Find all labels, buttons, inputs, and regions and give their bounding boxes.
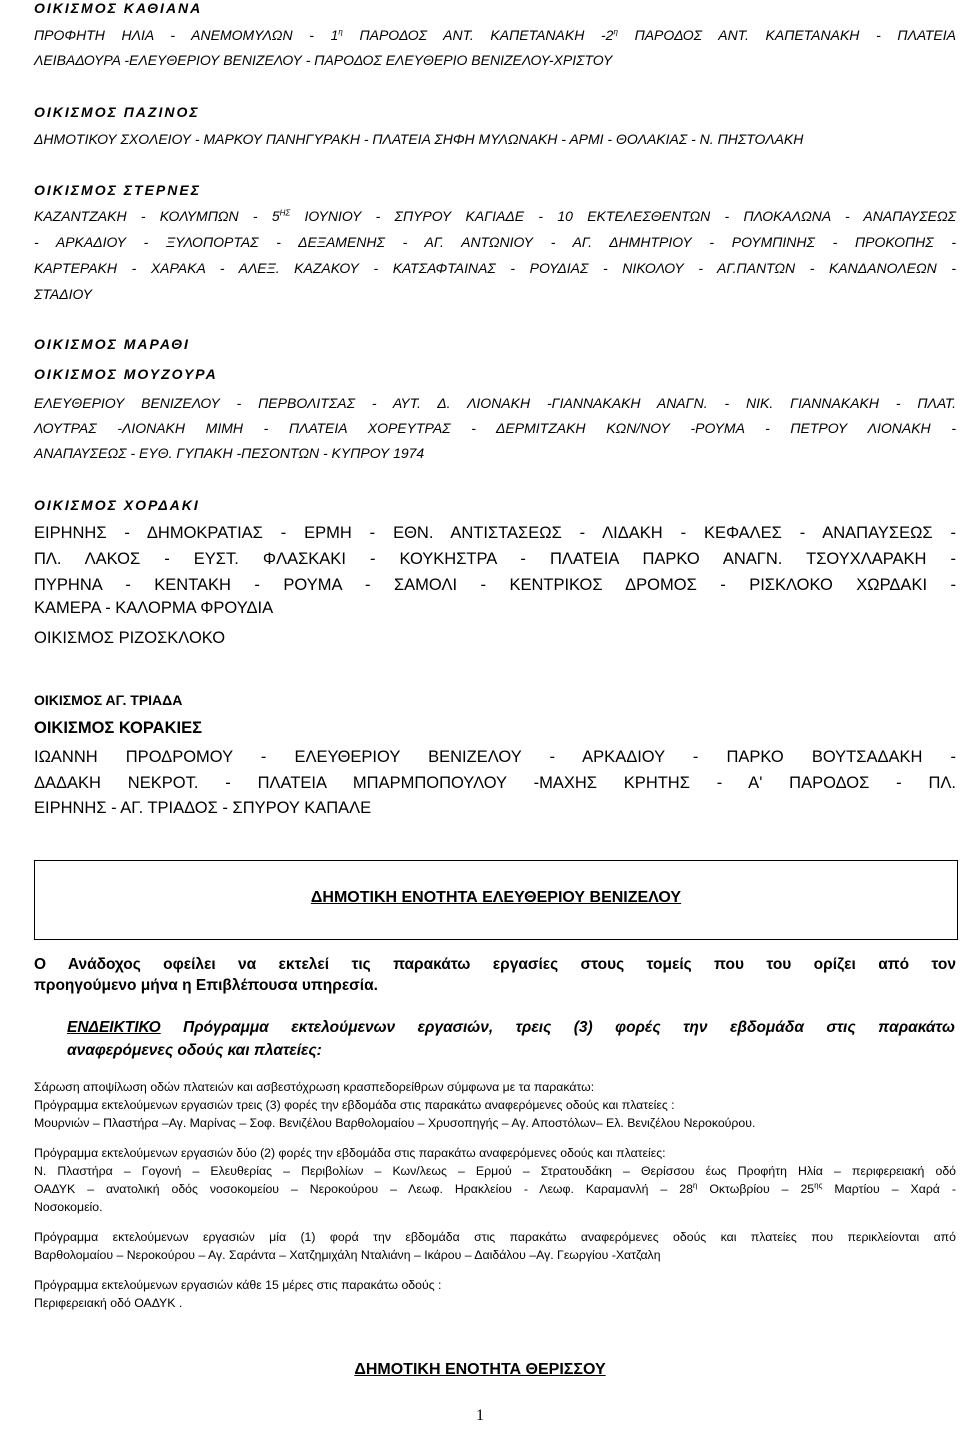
two-times-weekly-intro: Πρόγραμμα εκτελούμενων εργασιών δύο (2) φορές την εβδομάδα στις παρακάτω αναφερόμενες οδούς και πλατείες: bbox=[34, 1146, 666, 1160]
heading-korakies: ΟΙΚΙΣΜΟΣ ΚΟΡΑΚΙΕΣ bbox=[34, 719, 202, 737]
every-15-days-streets: Περιφερειακή οδό ΟΑΔΥΚ . bbox=[34, 1296, 183, 1310]
unit-title-therissou: ΔΗΜΟΤΙΚΗ ΕΝΟΤΗΤΑ ΘΕΡΙΣΣΟΥ bbox=[354, 1361, 606, 1378]
three-times-weekly-streets: Μουρνιών – Πλαστήρα –Αγ. Μαρίνας – Σοφ. Βενιζέλου Βαρθολομαίου – Χρυσοπηγής – Αγ. Αποστόλων– Ελ. Βενιζέλου Νεροκούρου. bbox=[34, 1116, 756, 1130]
sternes-streets-line-4: ΣΤΑΔΙΟΥ bbox=[34, 286, 92, 302]
chordaki-streets-line-1: ΕΙΡΗΝΗΣ - ΔΗΜΟΚΡΑΤΙΑΣ - ΕΡΜΗ - ΕΘΝ. ΑΝΤΙΣΤΑΣΕΩΣ - ΛΙΔΑΚΗ - ΚΕΦΑΛΕΣ - ΑΝΑΠΑΥΣΕΩΣ - bbox=[34, 524, 956, 542]
two-times-weekly-streets-1: Ν. Πλαστήρα – Γογονή – Ελευθερίας – Περιβολίων – Κων/λεως – Ερμού – Στρατουδάκη – Θερίσσου έως Προφήτη Ηλία – περιφερειακή οδό bbox=[34, 1164, 956, 1178]
once-weekly-streets: Βαρθολομαίου – Νεροκούρου – Αγ. Σαράντα – Χατζημιχάλη Νταλιάνη – Ικάρου – Δαιδάλου –Αγ. Γεωργίου -Χατζαλη bbox=[34, 1248, 661, 1262]
korakies-streets-line-2: ΔΑΔΑΚΗ ΝΕΚΡΟΤ. - ΠΛΑΤΕΙΑ ΜΠΑΡΜΠΟΠΟΥΛΟΥ -ΜΑΧΗΣ ΚΡΗΤΗΣ - Α' ΠΑΡΟΔΟΣ - ΠΛ. bbox=[34, 774, 956, 792]
heading-kathiana: ΟΙΚΙΣΜΟΣ ΚΑΘΙΑΝΑ bbox=[34, 0, 203, 16]
unit-title-elefteriou-venizelou: ΔΗΜΟΤΙΚΗ ΕΝΟΤΗΤΑ ΕΛΕΥΘΕΡΙΟΥ ΒΕΝΙΖΕΛΟΥ bbox=[310, 889, 682, 906]
mouzoura-streets-line-3: ΑΝΑΠΑΥΣΕΩΣ - ΕΥΘ. ΓΥΠΑΚΗ -ΠΕΣΟΝΤΩΝ - ΚΥΠΡΟΥ 1974 bbox=[34, 445, 425, 461]
korakies-streets-line-3: ΕΙΡΗΝΗΣ - ΑΓ. ΤΡΙΑΔΟΣ - ΣΠΥΡΟΥ ΚΑΠΑΛΕ bbox=[34, 799, 372, 817]
sternes-streets-line-1: ΚΑΖΑΝΤΖΑΚΗ - ΚΟΛΥΜΠΩΝ - $5^{H\Sigma}$ ΙΟΥΝΙΟΥ - ΣΠΥΡΟΥ ΚΑΓΙΑΔΕ - 10 ΕΚΤΕΛΕΣΘΕΝΤΩΝ - ΠΛΟΚΑΛΩΝΑ - ΑΝΑΠΑΥΣΕΩΣ bbox=[34, 208, 956, 224]
heading-pazinos: ΟΙΚΙΣΜΟΣ ΠΑΖΙΝΟΣ bbox=[34, 104, 200, 120]
heading-sternes: ΟΙΚΙΣΜΟΣ ΣΤΕΡΝΕΣ bbox=[34, 182, 201, 198]
obligation-line-1: Ο Ανάδοχος οφείλει να εκτελεί τις παρακάτω εργασίες στους τομείς που του ορίζει από τον bbox=[34, 956, 956, 973]
chordaki-streets-line-4: ΚΑΜΕΡΑ - ΚΑΛΟΡΜΑ ΦΡΟΥΔΙΑ bbox=[34, 599, 274, 617]
kathiana-streets-line-1: ΠΡΟΦΗΤΗ ΗΛΙΑ - ΑΝΕΜΟΜΥΛΩΝ - $1^\eta$ ΠΑΡΟΔΟΣ ΑΝΤ. ΚΑΠΕΤΑΝΑΚΗ $-2^\eta$ ΠΑΡΟΔΟΣ ΑΝΤ. ΚΑΠΕΤΑΝΑΚΗ - ΠΛΑΤΕΙΑ bbox=[34, 27, 956, 43]
sternes-streets-line-2: - ΑΡΚΑΔΙΟΥ - ΞΥΛΟΠΟΡΤΑΣ - ΔΕΞΑΜΕΝΗΣ - ΑΓ. ΑΝΤΩΝΙΟΥ - ΑΓ. ΔΗΜΗΤΡΙΟΥ - ΡΟΥΜΠΙΝΗΣ - ΠΡΟΚΟΠΗΣ - bbox=[34, 234, 956, 250]
three-times-weekly-intro: Πρόγραμμα εκτελούμενων εργασιών τρεις (3) φορές την εβδομάδα στις παρακάτω αναφερόμενες οδούς και πλατείες : bbox=[34, 1098, 675, 1112]
every-15-days-intro: Πρόγραμμα εκτελούμενων εργασιών κάθε 15 μέρες στις παρακάτω οδούς : bbox=[34, 1278, 442, 1292]
page-number: 1 bbox=[476, 1407, 484, 1424]
chordaki-streets-line-2: ΠΛ. ΛΑΚΟΣ - ΕΥΣΤ. ΦΛΑΣΚΑΚΙ - ΚΟΥΚΗΣΤΡΑ - ΠΛΑΤΕΙΑ ΠΑΡΚΟ ΑΝΑΓΝ. ΤΣΟΥΧΛΑΡΑΚΗ - bbox=[34, 550, 956, 568]
mouzoura-streets-line-1: ΕΛΕΥΘΕΡΙΟΥ ΒΕΝΙΖΕΛΟΥ - ΠΕΡΒΟΛΙΤΣΑΣ - ΑΥΤ. Δ. ΛΙΟΝΑΚΗ -ΓΙΑΝΝΑΚΑΚΗ ΑΝΑΓΝ. - ΝΙΚ. ΓΙΑΝΝΑΚΑΚΗ - ΠΛΑΤ. bbox=[34, 395, 956, 411]
heading-marathi: ΟΙΚΙΣΜΟΣ ΜΑΡΑΘΙ bbox=[34, 336, 190, 352]
program-title-line-1: ΕΝΔΕΙΚΤΙΚΟ Πρόγραμμα εκτελούμενων εργασιών, τρεις (3) φορές την εβδομάδα στις παρακάτω bbox=[67, 1019, 955, 1036]
sternes-streets-line-3: ΚΑΡΤΕΡΑΚΗ - ΧΑΡΑΚΑ - ΑΛΕΞ. ΚΑΖΑΚΟΥ - ΚΑΤΣΑΦΤΑΙΝΑΣ - ΡΟΥΔΙΑΣ - ΝΙΚΟΛΟΥ - ΑΓ.ΠΑΝΤΩΝ - ΚΑΝΔΑΝΟΛΕΩΝ - bbox=[34, 260, 956, 276]
chordaki-streets-line-3: ΠΥΡΗΝΑ - ΚΕΝΤΑΚΗ - ΡΟΥΜΑ - ΣΑΜΟΛΙ - ΚΕΝΤΡΙΚΟΣ ΔΡΟΜΟΣ - ΡΙΣΚΛΟΚΟ ΧΩΡΔΑΚΙ - bbox=[34, 576, 956, 594]
heading-mouzoura: ΟΙΚΙΣΜΟΣ ΜΟΥΖΟΥΡΑ bbox=[34, 366, 218, 382]
kathiana-streets-line-2: ΛΕΙΒΑΔΟΥΡΑ -ΕΛΕΥΘΕΡΙΟΥ ΒΕΝΙΖΕΛΟΥ - ΠΑΡΟΔΟΣ ΕΛΕΥΘΕΡΙΟ ΒΕΝΙΖΕΛΟΥ-ΧΡΙΣΤΟΥ bbox=[34, 52, 613, 68]
mouzoura-streets-line-2: ΛΟΥΤΡΑΣ -ΛΙΟΝΑΚΗ ΜΙΜΗ - ΠΛΑΤΕΙΑ ΧΟΡΕΥΤΡΑΣ - ΔΕΡΜΙΤΖΑΚΗ ΚΩΝ/ΝΟΥ -ΡΟΥΜΑ - ΠΕΤΡΟΥ ΛΙΟΝΑΚΗ - bbox=[34, 420, 956, 436]
heading-ag-triada: ΟΙΚΙΣΜΟΣ ΑΓ. ΤΡΙΑΔΑ bbox=[34, 692, 183, 708]
once-weekly-intro: Πρόγραμμα εκτελούμενων εργασιών μία (1) φορά την εβδομάδα στις παρακάτω αναφερόμενες οδούς και πλατείες που περικλείονται από bbox=[34, 1230, 956, 1244]
program-title-line-2: αναφερόμενες οδούς και πλατείες: bbox=[67, 1042, 322, 1059]
two-times-weekly-streets-3: Νοσοκομείο. bbox=[34, 1200, 103, 1214]
two-times-weekly-streets-2: ΟΑΔΥΚ – ανατολική οδός νοσοκομείου – Νεροκούρου – Λεωφ. Ηρακλείου - Λεωφ. Καραμανλή – $28^\eta$ Οκτωβρίου – $25^{\eta\varsigma}$ Μαρτίου – Χαρά - bbox=[34, 1180, 956, 1196]
unit-title-box bbox=[34, 860, 958, 940]
sweeping-intro: Σάρωση αποψίλωση οδών πλατειών και ασβεστόχρωση κρασπεδορείθρων σύμφωνα με τα παρακάτω: bbox=[34, 1080, 595, 1094]
pazinos-streets-line-1: ΔΗΜΟΤΙΚΟΥ ΣΧΟΛΕΙΟΥ - ΜΑΡΚΟΥ ΠΑΝΗΓΥΡΑΚΗ - ΠΛΑΤΕΙΑ ΣΗΦΗ ΜΥΛΩΝΑΚΗ - ΑΡΜΙ - ΘΟΛΑΚΙΑΣ - Ν. ΠΗΣΤΟΛΑΚΗ bbox=[34, 131, 804, 147]
korakies-streets-line-1: ΙΩΑΝΝΗ ΠΡΟΔΡΟΜΟΥ - ΕΛΕΥΘΕΡΙΟΥ ΒΕΝΙΖΕΛΟΥ - ΑΡΚΑΔΙΟΥ - ΠΑΡΚΟ ΒΟΥΤΣΑΔΑΚΗ - bbox=[34, 748, 956, 766]
heading-chordaki: ΟΙΚΙΣΜΟΣ ΧΟΡΔΑΚΙ bbox=[34, 497, 200, 513]
obligation-line-2: προηγούμενο μήνα η Επιβλέπουσα υπηρεσία. bbox=[34, 977, 378, 994]
heading-rizoskloko: ΟΙΚΙΣΜΟΣ ΡΙΖΟΣΚΛΟΚΟ bbox=[34, 629, 226, 647]
